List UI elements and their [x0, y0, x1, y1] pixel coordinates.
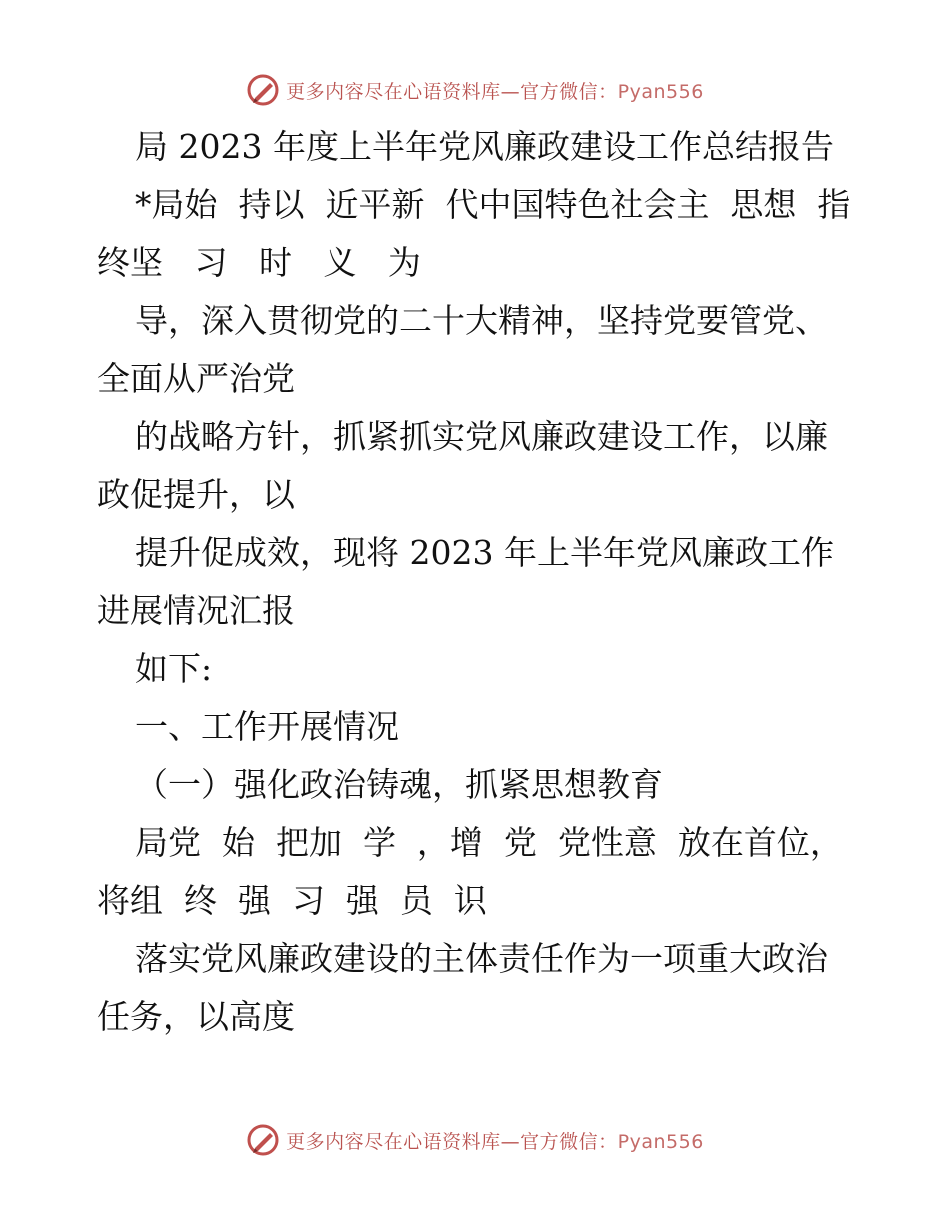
document-title: 局 2023 年度上半年党风廉政建设工作总结报告: [135, 127, 834, 166]
paragraph-line: 终坚 习 时 义 为: [97, 243, 421, 282]
pen-logo-icon: [246, 1123, 280, 1157]
watermark-text: 更多内容尽在心语资料库—官方微信：Pyan556: [286, 80, 704, 103]
watermark-text: 更多内容尽在心语资料库—官方微信：Pyan556: [286, 1130, 704, 1153]
paragraph-line: 导，深入贯彻党的二十大精神，坚持党要管党、: [135, 301, 828, 340]
section-heading: 一、工作开展情况: [135, 707, 399, 746]
paragraph-line: 局党 始 把加 学 ，增 党 党性意 放在首位，: [135, 823, 843, 862]
paragraph-line: 如下:: [135, 649, 213, 688]
paragraph-line: 全面从严治党: [97, 359, 295, 398]
paragraph-line: 的战略方针，抓紧抓实党风廉政建设工作，以廉: [135, 417, 828, 456]
subsection-heading: （一）强化政治铸魂，抓紧思想教育: [135, 765, 663, 804]
paragraph-line: 任务，以高度: [97, 997, 295, 1036]
paragraph-line: 将组 终 强 习 强 员 识: [97, 881, 487, 920]
paragraph-line: 落实党风廉政建设的主体责任作为一项重大政治: [135, 939, 828, 978]
paragraph-line: 提升促成效，现将 2023 年上半年党风廉政工作: [135, 533, 834, 572]
watermark-footer: [0, 1120, 950, 1160]
paragraph-line: *局始 持以 近平新 代中国特色社会主 思想 指: [135, 185, 851, 224]
paragraph-line: 政促提升，以: [97, 475, 295, 514]
watermark-header: [0, 70, 950, 110]
paragraph-line: 进展情况汇报: [97, 591, 295, 630]
pen-logo-icon: [246, 73, 280, 107]
document-body: [97, 118, 857, 1046]
